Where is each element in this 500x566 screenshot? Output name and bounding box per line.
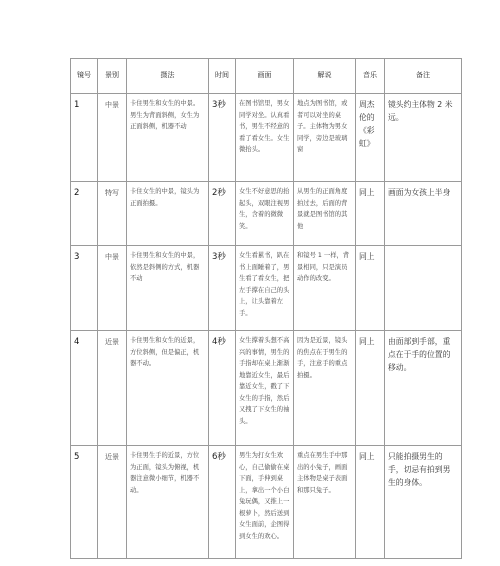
shot-number-cell: 4 xyxy=(71,331,98,446)
shot-size-cell: 特写 xyxy=(98,182,127,246)
narration-cell: 重点在男生手中那出的小兔子，画面主体物是桌子表面和那只兔子。 xyxy=(294,446,356,559)
note-cell: 由面部到手部，重点在于手的位置的移动。 xyxy=(385,331,462,446)
shot-number-cell: 2 xyxy=(71,182,98,246)
narration-cell: 地点为图书馆，或者可以对坐的桌子。主体物为男女同学，旁边是玻璃窗 xyxy=(294,94,356,182)
header-shot-size: 景别 xyxy=(98,59,127,94)
shot-size-cell: 中景 xyxy=(98,246,127,331)
frame-cell: 女生看累书，趴在书上面睡着了，男生看了看女生，把左手撑在自己的头上，让头靠着左手。 xyxy=(236,246,294,331)
music-cell: 同上 xyxy=(356,331,385,446)
table-row xyxy=(71,446,462,559)
header-duration: 时间 xyxy=(209,59,236,94)
table-row xyxy=(71,182,462,246)
duration-cell: 6秒 xyxy=(209,446,236,559)
shot-size-cell: 近景 xyxy=(98,331,127,446)
header-music: 音乐 xyxy=(356,59,385,94)
music-cell: 同上 xyxy=(356,446,385,559)
music-cell: 周杰伦的《彩虹》 xyxy=(356,94,385,182)
shot-number-cell: 1 xyxy=(71,94,98,182)
note-cell: 镜头约主体物 2 米远。 xyxy=(385,94,462,182)
storyboard-table xyxy=(70,58,462,559)
header-narration: 解说 xyxy=(294,59,356,94)
music-cell: 同上 xyxy=(356,246,385,331)
duration-cell: 3秒 xyxy=(209,94,236,182)
camera-method-cell: 卡住男生和女生的中景，依然是斜侧的方式，机器不动 xyxy=(127,246,209,331)
camera-method-cell: 卡住男生手的近景，方位为正面，镜头为俯视，机器注意微小细节，机器不动。 xyxy=(127,446,209,559)
music-cell: 同上 xyxy=(356,182,385,246)
note-cell: 只能拍摄男生的手，切忌有拍到男生的身体。 xyxy=(385,446,462,559)
header-note: 备注 xyxy=(385,59,462,94)
camera-method-cell: 卡住男生和女生的中景。男生为背面斜侧，女生为正面斜侧，机器不动 xyxy=(127,94,209,182)
shot-size-cell: 中景 xyxy=(98,94,127,182)
frame-cell: 女生撑着头想不高兴的事情，男生的手指却在桌上渐渐地靠近女生，最后靠近女生，戳了下女生的手指，然后又拽了下女生的袖头。 xyxy=(236,331,294,446)
duration-cell: 3秒 xyxy=(209,246,236,331)
duration-cell: 2秒 xyxy=(209,182,236,246)
table-row xyxy=(71,94,462,182)
camera-method-cell: 卡住男生和女生的近景，方位斜侧，但是偏正，机器不动。 xyxy=(127,331,209,446)
frame-cell: 女生不好意思的抬起头，双眼注视男生，含着的微微笑。 xyxy=(236,182,294,246)
duration-cell: 4秒 xyxy=(209,331,236,446)
shot-number-cell: 5 xyxy=(71,446,98,559)
header-frame: 画面 xyxy=(236,59,294,94)
header-row xyxy=(71,59,462,94)
frame-cell: 在图书馆里，男女同学对坐。认真看书，男生不经意的看了看女生。女生微抬头。 xyxy=(236,94,294,182)
shot-number-cell: 3 xyxy=(71,246,98,331)
header-shot-number: 镜号 xyxy=(71,59,98,94)
camera-method-cell: 卡住女生的中景，镜头为正面拍摄。 xyxy=(127,182,209,246)
narration-cell: 和镜号 1 一样，背景相同，只是演员动作的改变。 xyxy=(294,246,356,331)
table-row xyxy=(71,331,462,446)
shot-size-cell: 近景 xyxy=(98,446,127,559)
note-cell xyxy=(385,246,462,331)
table-row xyxy=(71,246,462,331)
narration-cell: 从男生的正面角度拍过去，后面的背景就是图书馆的其他 xyxy=(294,182,356,246)
narration-cell: 因为是近景，镜头的焦点在于男生的手，注意手的重点拍摄。 xyxy=(294,331,356,446)
note-cell: 画面为女孩上半身 xyxy=(385,182,462,246)
frame-cell: 男生为打女生欢心，自己偷偷在桌下面，手伸到桌上，拿出一个小白兔玩偶，又推上一根萝卜，然后送到女生面前，企图得到女生的欢心。 xyxy=(236,446,294,559)
header-camera-method: 摄法 xyxy=(127,59,209,94)
